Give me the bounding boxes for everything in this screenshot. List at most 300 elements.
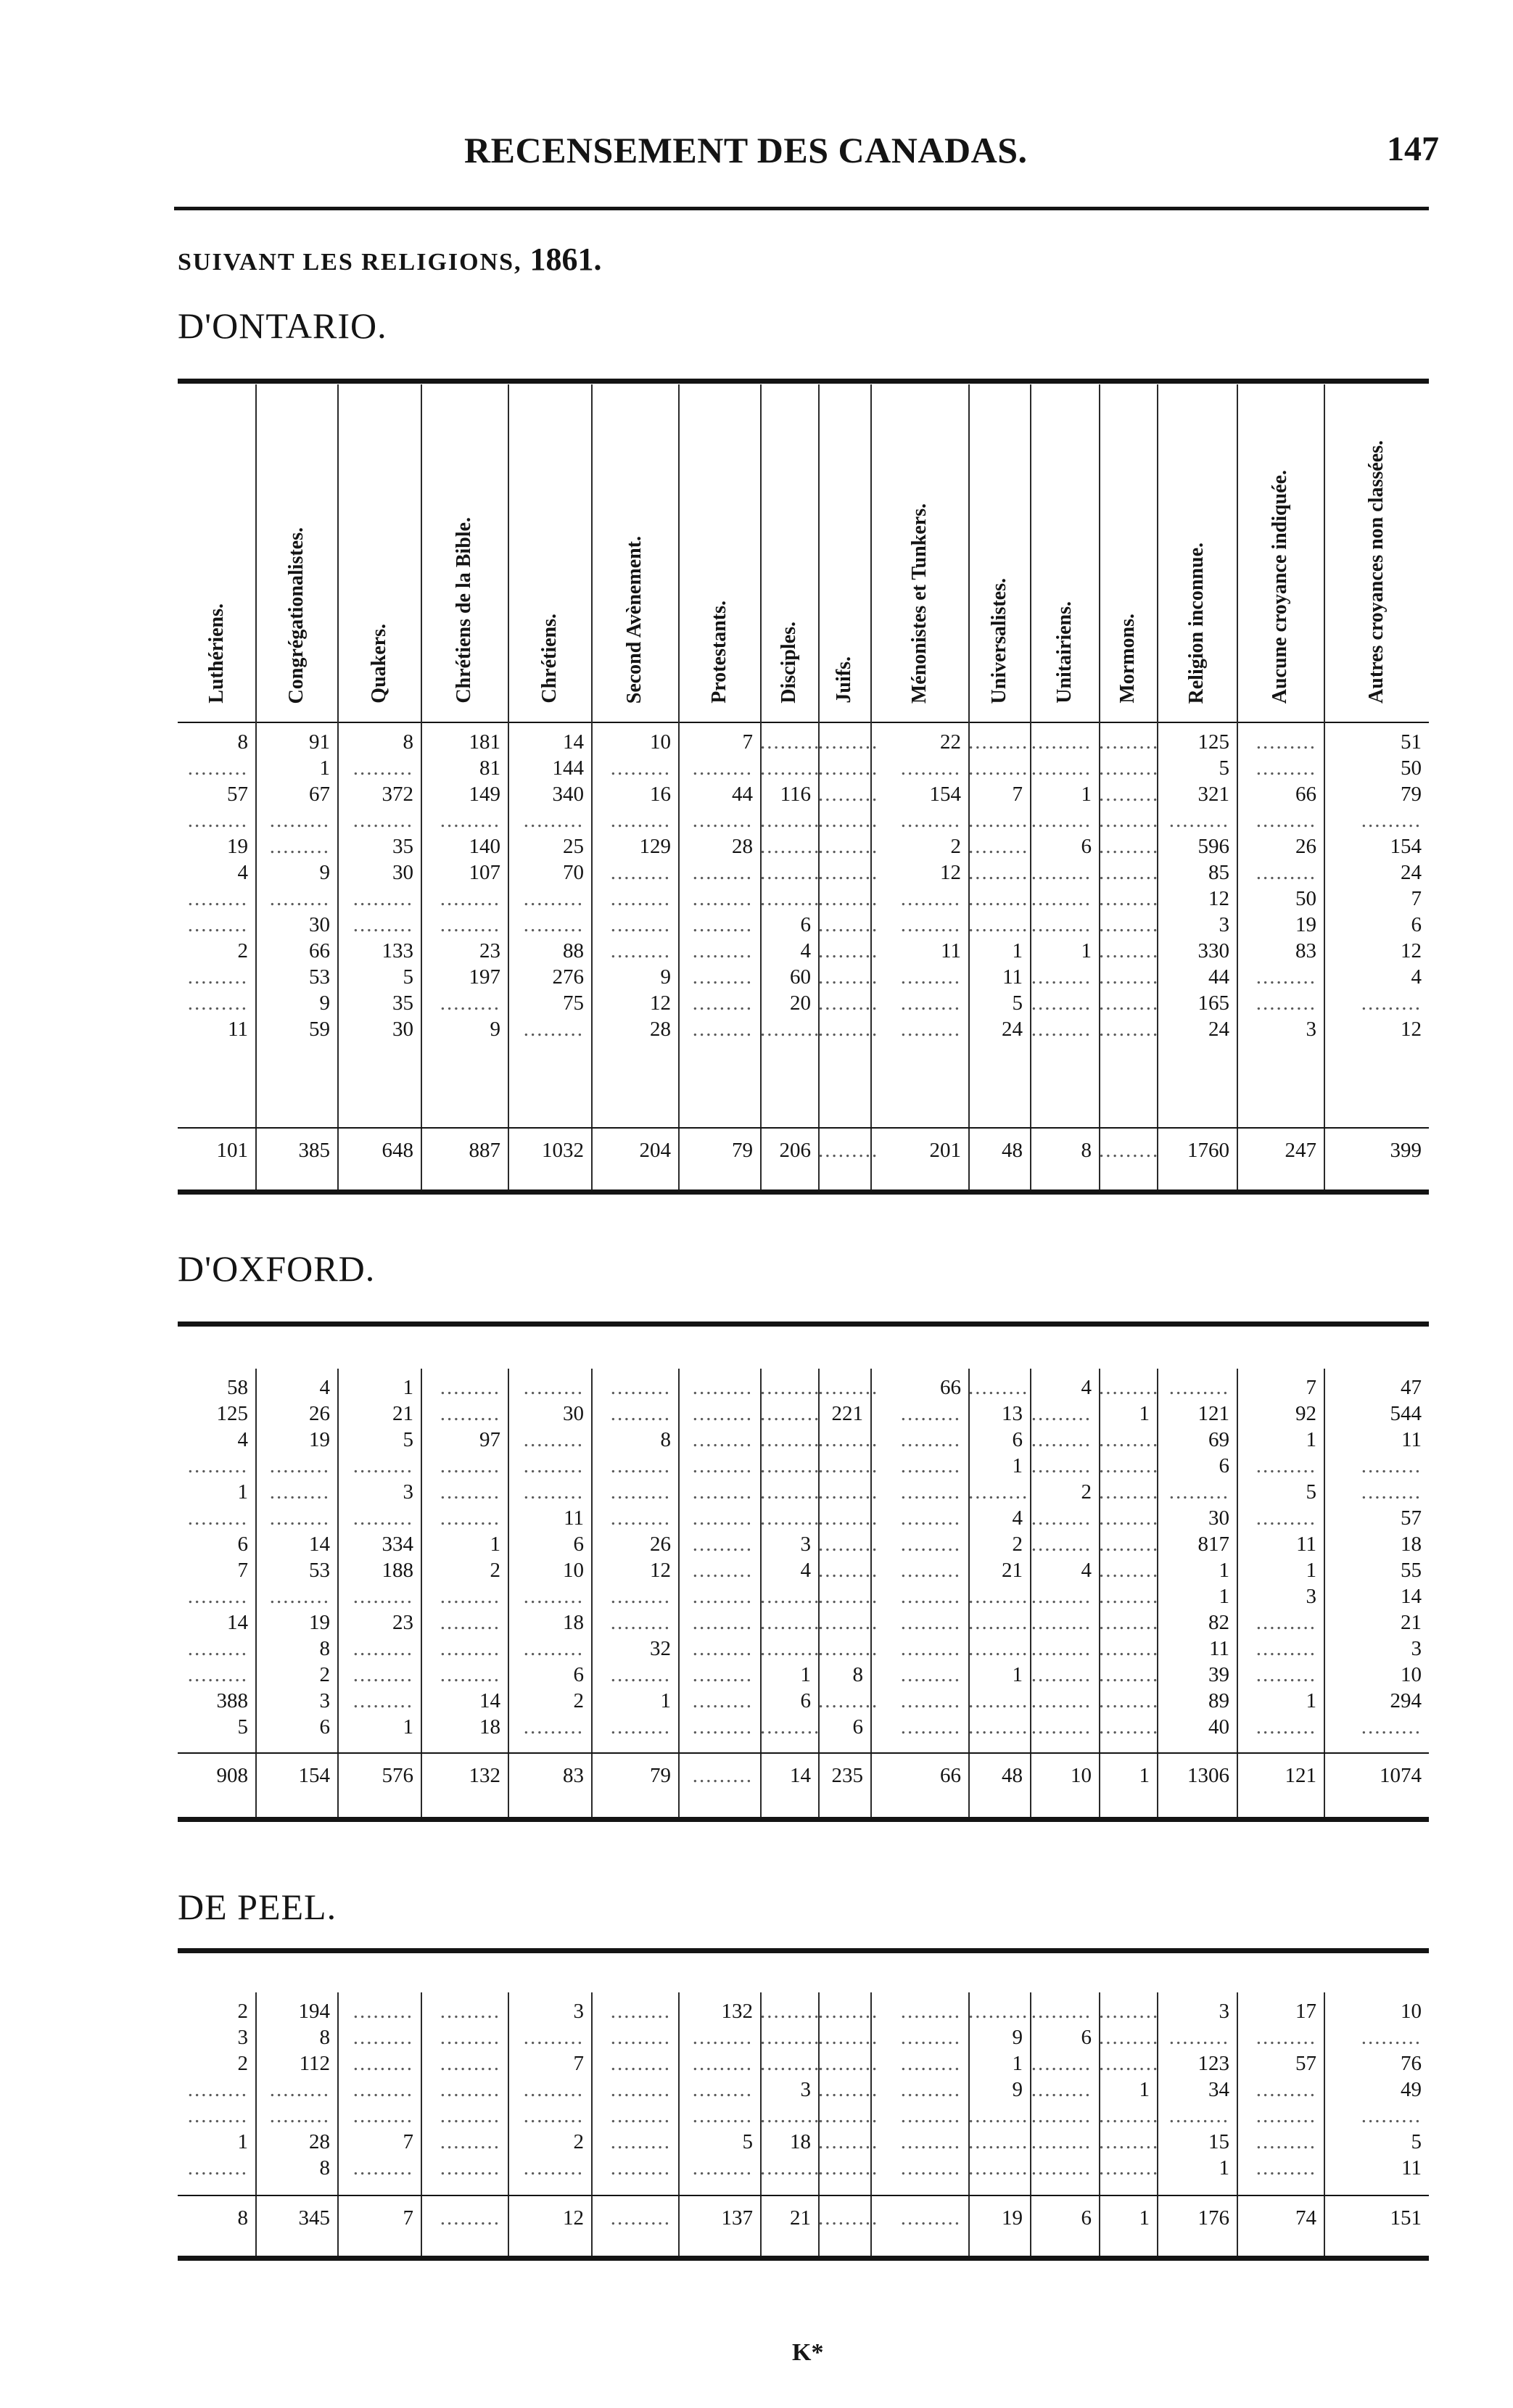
table-cell: 2 — [1081, 1480, 1092, 1504]
table-cell — [678, 2050, 753, 2077]
table-cell — [818, 964, 879, 990]
leader-dots: ......... — [353, 2156, 413, 2180]
leader-dots: ......... — [440, 2206, 500, 2230]
table-cell: 55 — [1401, 1559, 1422, 1582]
table-cell: 35 — [392, 835, 413, 858]
table-cell: 3 — [800, 2078, 811, 2101]
leader-dots: ......... — [269, 1454, 330, 1477]
table-cell: 1 — [1306, 1428, 1316, 1451]
table-cell — [255, 2077, 330, 2103]
table-cell: 6 — [852, 1715, 863, 1739]
table-cell — [968, 1998, 1029, 2024]
table-cell — [1099, 912, 1160, 938]
table-cell: 221 — [831, 1402, 863, 1425]
table-cell — [1324, 1714, 1422, 1740]
table-cell: 2 — [950, 835, 961, 858]
leader-dots: ......... — [968, 1480, 1029, 1504]
leader-dots: ......... — [900, 2130, 961, 2153]
table-cell — [760, 1479, 821, 1505]
table-cell — [1030, 1583, 1092, 1609]
table-cell: 154 — [1390, 835, 1422, 858]
table-cell — [1030, 990, 1092, 1016]
table-cell — [337, 1583, 413, 1609]
table-cell — [1030, 1714, 1092, 1740]
table-cell: 18 — [479, 1715, 500, 1739]
table-cell — [678, 1531, 753, 1557]
leader-dots: ......... — [818, 939, 879, 962]
table-cell — [1030, 1998, 1092, 2024]
leader-dots: ......... — [187, 913, 248, 936]
table-cell: 66 — [1295, 783, 1316, 806]
table-cell: 85 — [1208, 861, 1229, 884]
table-cell — [678, 1401, 753, 1427]
leader-dots: ......... — [760, 1376, 821, 1399]
table-cell: 3 — [1219, 2000, 1229, 2023]
table-cell: 89 — [1208, 1689, 1229, 1712]
table-cell — [870, 1557, 961, 1583]
table-cell — [255, 2103, 330, 2129]
table-cell — [818, 2155, 879, 2181]
table-cell — [255, 886, 330, 912]
table-cell: 81 — [479, 756, 500, 780]
table-cell — [818, 729, 879, 755]
table-cell: 12 — [1401, 1018, 1422, 1041]
table-cell: 596 — [1197, 835, 1229, 858]
table-cell — [1237, 1636, 1316, 1662]
table-cell: 3 — [1306, 1585, 1316, 1608]
leader-dots: ......... — [187, 756, 248, 780]
leader-dots: ......... — [1099, 809, 1160, 832]
table-cell — [591, 1609, 671, 1636]
leader-dots: ......... — [440, 2130, 500, 2153]
table-cell — [178, 807, 248, 833]
table-cell: 12 — [1208, 887, 1229, 910]
table-cell — [421, 1479, 500, 1505]
leader-dots: ......... — [1031, 809, 1092, 832]
table-cell — [421, 1662, 500, 1688]
leader-dots: ......... — [610, 1402, 671, 1425]
table-cell — [508, 2155, 584, 2181]
leader-dots: ......... — [1099, 730, 1160, 754]
leader-dots: ......... — [353, 2052, 413, 2075]
table-cell — [508, 886, 584, 912]
table-cell: 9 — [660, 965, 671, 989]
table-cell — [1157, 807, 1229, 833]
table-cell: 30 — [309, 913, 330, 936]
leader-dots: ......... — [1256, 1637, 1316, 1660]
table-cell: 21 — [1401, 1611, 1422, 1634]
table-cell — [870, 1998, 961, 2024]
table-cell — [818, 755, 879, 781]
table-cell — [337, 2050, 413, 2077]
leader-dots: ......... — [269, 1506, 330, 1530]
table-cell — [178, 1453, 248, 1479]
table-cell — [760, 1427, 821, 1453]
table-cell: 107 — [469, 861, 500, 884]
table-cell — [508, 2024, 584, 2050]
table-cell: 24 — [1002, 1018, 1023, 1041]
leader-dots: ......... — [269, 809, 330, 832]
table-cell — [678, 1583, 753, 1609]
table-cell — [508, 1453, 584, 1479]
table-cell: 4 — [1081, 1376, 1092, 1399]
table-cell: 11 — [1296, 1533, 1316, 1556]
total-cell: 908 — [216, 1764, 248, 1787]
leader-dots: ......... — [900, 965, 961, 989]
table-cell: 3 — [237, 2026, 248, 2049]
table-cell — [421, 807, 500, 833]
table-cell — [1030, 1636, 1092, 1662]
table-cell — [508, 1479, 584, 1505]
leader-dots: ......... — [353, 887, 413, 910]
table-cell: 1 — [1219, 1559, 1229, 1582]
column-header-label: Disciples. — [778, 622, 801, 704]
section-end-rule — [178, 1189, 1429, 1195]
table-cell — [968, 807, 1029, 833]
leader-dots: ......... — [900, 2026, 961, 2049]
leader-dots: ......... — [818, 991, 879, 1015]
leader-dots: ......... — [187, 2156, 248, 2180]
totals-rule — [178, 2195, 1429, 2196]
table-cell: 30 — [1208, 1506, 1229, 1530]
table-cell — [1324, 1479, 1422, 1505]
column-header-chretiens — [508, 392, 591, 704]
leader-dots: ......... — [610, 2206, 671, 2230]
table-cell — [1099, 833, 1160, 859]
table-cell: 11 — [941, 939, 961, 962]
leader-dots: ......... — [1168, 2026, 1229, 2049]
table-cell: 3 — [800, 1533, 811, 1556]
table-cell: 19 — [309, 1611, 330, 1634]
leader-dots: ......... — [1256, 1715, 1316, 1739]
leader-dots: ......... — [187, 809, 248, 832]
table-cell — [1030, 1609, 1092, 1636]
table-cell — [1099, 1998, 1160, 2024]
table-cell — [1030, 2155, 1092, 2181]
table-cell — [591, 1583, 671, 1609]
table-cell — [678, 1714, 753, 1740]
leader-dots: ......... — [760, 2026, 821, 2049]
table-cell: 79 — [1401, 783, 1422, 806]
table-cell: 24 — [1208, 1018, 1229, 1041]
leader-dots: ......... — [968, 2156, 1029, 2180]
leader-dots: ......... — [610, 2104, 671, 2127]
leader-dots: ......... — [353, 2000, 413, 2023]
table-cell — [968, 1583, 1029, 1609]
table-cell — [818, 1583, 879, 1609]
table-cell: 47 — [1401, 1376, 1422, 1399]
table-cell — [678, 807, 753, 833]
leader-dots: ......... — [610, 756, 671, 780]
table-cell — [421, 1998, 500, 2024]
table-cell — [421, 1609, 500, 1636]
table-cell — [1237, 990, 1316, 1016]
total-cell: 1 — [1139, 1764, 1150, 1787]
column-header-lutheriens — [178, 392, 255, 704]
table-cell — [1237, 1714, 1316, 1740]
table-cell: 70 — [563, 861, 584, 884]
table-cell — [818, 912, 879, 938]
leader-dots: ......... — [900, 1428, 961, 1451]
table-cell — [1030, 859, 1092, 886]
table-cell: 10 — [563, 1559, 584, 1582]
leader-dots: ......... — [440, 887, 500, 910]
leader-dots: ......... — [1031, 1454, 1092, 1477]
table-cell: 5 — [403, 965, 413, 989]
leader-dots: ......... — [818, 1585, 879, 1608]
leader-dots: ......... — [968, 2130, 1029, 2153]
leader-dots: ......... — [440, 2104, 500, 2127]
table-cell: 5 — [1219, 756, 1229, 780]
table-cell: 44 — [732, 783, 753, 806]
leader-dots: ......... — [269, 2078, 330, 2101]
leader-dots: ......... — [818, 1018, 879, 1041]
table-cell — [678, 1374, 753, 1401]
table-cell — [818, 1688, 879, 1714]
table-cell — [1099, 2103, 1160, 2129]
table-cell: 4 — [1081, 1559, 1092, 1582]
column-header-label: Congrégationalistes. — [284, 527, 308, 704]
leader-dots: ......... — [900, 2206, 961, 2230]
table-cell: 14 — [479, 1689, 500, 1712]
table-cell — [678, 964, 753, 990]
table-cell — [1030, 2129, 1092, 2155]
table-cell — [178, 2155, 248, 2181]
table-cell — [818, 2050, 879, 2077]
leader-dots: ......... — [1099, 1689, 1160, 1712]
leader-dots: ......... — [353, 1689, 413, 1712]
table-cell: 6 — [800, 1689, 811, 1712]
table-cell — [337, 1662, 413, 1688]
leader-dots: ......... — [692, 1454, 753, 1477]
leader-dots: ......... — [692, 913, 753, 936]
leader-dots: ......... — [1099, 756, 1160, 780]
table-cell — [508, 1374, 584, 1401]
leader-dots: ......... — [440, 2000, 500, 2023]
table-cell: 5 — [742, 2130, 753, 2153]
total-cell: 7 — [403, 2206, 413, 2230]
table-cell — [1237, 1609, 1316, 1636]
leader-dots: ......... — [900, 1454, 961, 1477]
table-cell: 58 — [227, 1376, 248, 1399]
leader-dots: ......... — [760, 1715, 821, 1739]
table-cell: 3 — [573, 2000, 584, 2023]
table-cell — [337, 1505, 413, 1531]
leader-dots: ......... — [353, 809, 413, 832]
column-header-label: Protestants. — [707, 601, 730, 704]
column-header-universalistes — [968, 392, 1030, 704]
table-cell — [678, 1557, 753, 1583]
leader-dots: ......... — [523, 1637, 584, 1660]
table-cell: 372 — [382, 783, 413, 806]
table-cell — [178, 2077, 248, 2103]
table-cell: 76 — [1401, 2052, 1422, 2075]
leader-dots: ......... — [818, 2156, 879, 2180]
leader-dots: ......... — [1031, 1428, 1092, 1451]
table-cell — [760, 1401, 821, 1427]
table-cell: 9 — [1012, 2026, 1023, 2049]
leader-dots: ......... — [1031, 1402, 1092, 1425]
leader-dots: ......... — [692, 965, 753, 989]
table-cell — [818, 1998, 879, 2024]
table-cell: 7 — [237, 1559, 248, 1582]
table-cell — [870, 2024, 961, 2050]
table-cell — [178, 755, 248, 781]
leader-dots: ......... — [818, 1480, 879, 1504]
leader-dots: ......... — [610, 2052, 671, 2075]
table-cell — [818, 1453, 879, 1479]
table-cell — [1237, 755, 1316, 781]
table-cell: 75 — [563, 991, 584, 1015]
table-cell: 4 — [237, 1428, 248, 1451]
leader-dots: ......... — [1031, 730, 1092, 754]
table-cell: 330 — [1197, 939, 1229, 962]
table-cell: 11 — [1209, 1637, 1229, 1660]
column-header-mormons — [1099, 392, 1157, 704]
table-cell — [818, 833, 879, 859]
leader-dots: ......... — [1031, 1018, 1092, 1041]
leader-dots: ......... — [440, 1611, 500, 1634]
table-cell — [255, 807, 330, 833]
leader-dots: ......... — [1256, 1663, 1316, 1686]
leader-dots: ......... — [900, 1533, 961, 1556]
table-cell — [1099, 886, 1160, 912]
section-title-ontario: D'ONTARIO. — [178, 305, 387, 346]
table-cell: 8 — [319, 1637, 330, 1660]
leader-dots: ......... — [187, 2104, 248, 2127]
table-cell — [591, 1401, 671, 1427]
leader-dots: ......... — [1031, 2078, 1092, 2101]
table-cell — [591, 1479, 671, 1505]
table-cell — [591, 2024, 671, 2050]
table-cell: 44 — [1208, 965, 1229, 989]
section-top-rule — [178, 1948, 1429, 1953]
leader-dots: ......... — [818, 2052, 879, 2075]
total-cell: 66 — [940, 1764, 961, 1787]
table-cell: 544 — [1390, 1402, 1422, 1425]
column-header-label: Aucune croyance indiquée. — [1269, 469, 1292, 704]
table-cell: 24 — [1401, 861, 1422, 884]
table-cell: 14 — [309, 1533, 330, 1556]
leader-dots: ......... — [900, 1637, 961, 1660]
table-cell — [591, 912, 671, 938]
table-cell: 32 — [650, 1637, 671, 1660]
table-cell: 7 — [1012, 783, 1023, 806]
table-cell: 10 — [650, 730, 671, 754]
table-cell — [421, 1583, 500, 1609]
table-cell: 28 — [309, 2130, 330, 2153]
table-cell: 1 — [1306, 1689, 1316, 1712]
column-header-label: Chrétiens de la Bible. — [453, 517, 476, 704]
leader-dots: ......... — [692, 1506, 753, 1530]
leader-dots: ......... — [968, 861, 1029, 884]
leader-dots: ......... — [692, 2078, 753, 2101]
leader-dots: ......... — [1168, 1480, 1229, 1504]
table-cell — [337, 1998, 413, 2024]
leader-dots: ......... — [610, 809, 671, 832]
table-cell: 8 — [319, 2026, 330, 2049]
table-cell — [591, 1505, 671, 1531]
leader-dots: ......... — [440, 1376, 500, 1399]
table-cell — [178, 1662, 248, 1688]
table-cell — [1030, 807, 1092, 833]
leader-dots: ......... — [610, 1376, 671, 1399]
leader-dots: ......... — [1361, 1454, 1422, 1477]
leader-dots: ......... — [900, 991, 961, 1015]
table-cell — [591, 2129, 671, 2155]
leader-dots: ......... — [818, 1506, 879, 1530]
column-header-label: Ménonistes et Tunkers. — [907, 503, 931, 704]
table-cell — [337, 2155, 413, 2181]
leader-dots: ......... — [1099, 965, 1160, 989]
table-cell — [870, 1531, 961, 1557]
table-cell: 14 — [1401, 1585, 1422, 1608]
column-header-label: Second Avènement. — [623, 535, 646, 704]
leader-dots: ......... — [692, 1559, 753, 1582]
table-cell: 19 — [1295, 913, 1316, 936]
leader-dots: ......... — [269, 1585, 330, 1608]
table-cell: 1 — [1081, 939, 1092, 962]
table-cell: 1 — [403, 1715, 413, 1739]
table-cell — [1237, 2077, 1316, 2103]
table-cell — [870, 2155, 961, 2181]
leader-dots: ......... — [692, 1689, 753, 1712]
leader-dots: ......... — [968, 756, 1029, 780]
leader-dots: ......... — [1031, 2156, 1092, 2180]
table-cell: 125 — [216, 1402, 248, 1425]
leader-dots: ......... — [900, 1402, 961, 1425]
section-end-rule — [178, 2256, 1429, 2261]
leader-dots: ......... — [440, 1637, 500, 1660]
leader-dots: ......... — [1099, 1663, 1160, 1686]
leader-dots: ......... — [1099, 1428, 1160, 1451]
leader-dots: ......... — [818, 913, 879, 936]
leader-dots: ......... — [900, 1018, 961, 1041]
leader-dots: ......... — [523, 2026, 584, 2049]
column-header-menonistes-tunkers — [870, 392, 968, 704]
table-cell — [760, 1374, 821, 1401]
leader-dots: ......... — [187, 1454, 248, 1477]
table-cell: 1 — [319, 756, 330, 780]
total-cell: 12 — [563, 2206, 584, 2230]
leader-dots: ......... — [818, 1454, 879, 1477]
table-cell — [1099, 1583, 1160, 1609]
table-cell — [591, 1662, 671, 1688]
table-cell — [870, 1453, 961, 1479]
table-cell: 12 — [940, 861, 961, 884]
table-cell — [1157, 2024, 1229, 2050]
leader-dots: ......... — [818, 1428, 879, 1451]
table-cell — [337, 1636, 413, 1662]
table-cell: 2 — [237, 2000, 248, 2023]
table-cell: 9 — [1012, 2078, 1023, 2101]
column-header-label: Religion inconnue. — [1185, 542, 1208, 704]
table-cell — [1030, 964, 1092, 990]
total-cell: 10 — [1071, 1764, 1092, 1787]
table-cell — [870, 755, 961, 781]
table-cell — [508, 1714, 584, 1740]
table-cell — [870, 1505, 961, 1531]
leader-dots: ......... — [818, 756, 879, 780]
leader-dots: ......... — [1099, 1506, 1160, 1530]
total-cell: 201 — [929, 1139, 961, 1162]
table-cell — [760, 859, 821, 886]
table-cell — [678, 938, 753, 964]
total-cell: 1760 — [1187, 1139, 1229, 1162]
table-cell — [678, 859, 753, 886]
total-cell: 74 — [1295, 2206, 1316, 2230]
leader-dots: ......... — [353, 2104, 413, 2127]
